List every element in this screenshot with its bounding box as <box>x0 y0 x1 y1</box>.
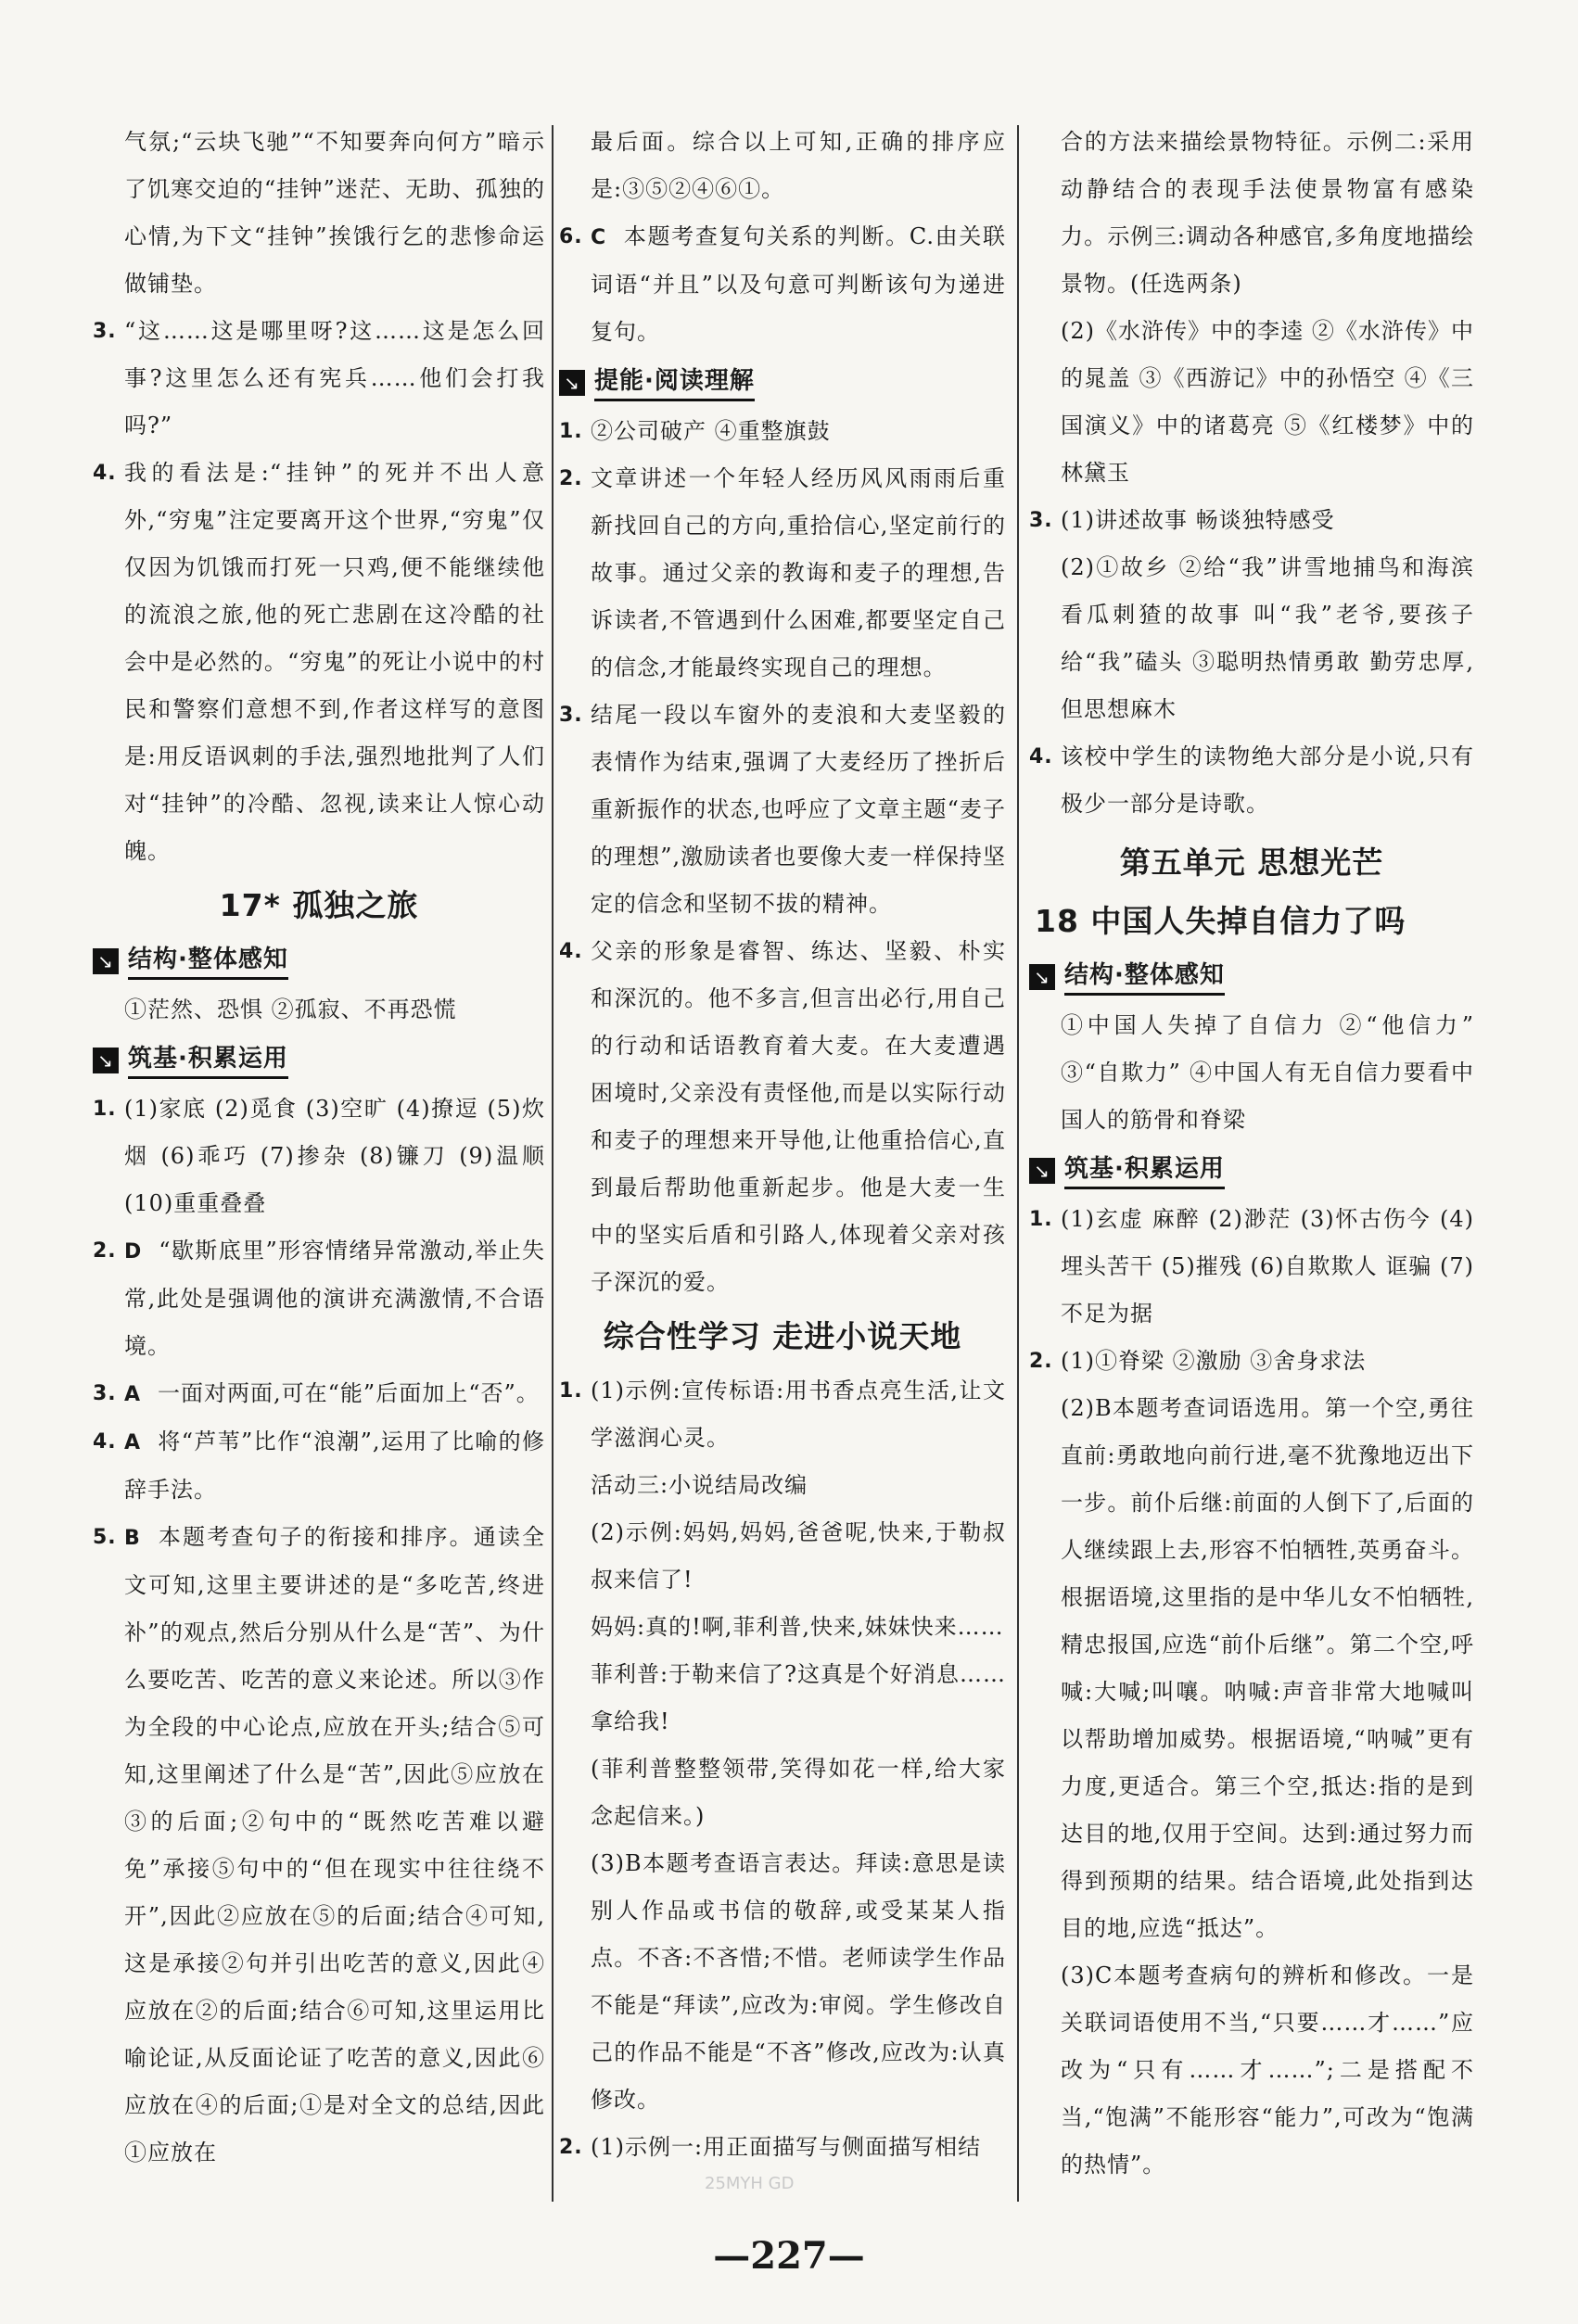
item-number: 6. <box>559 225 583 248</box>
answer-choice: B <box>625 1850 643 1876</box>
item-number: 3. <box>559 704 583 727</box>
paragraph: ①中国人失掉了自信力 ②“他信力” ③“自欺力” ④中国人有无自信力要看中国人的筋骨和脊梁 <box>1061 1012 1474 1133</box>
lesson-title: 18 中国人失掉自信力了吗 <box>1035 903 1406 939</box>
answer-item <box>93 1227 545 1370</box>
section-heading <box>93 938 545 984</box>
answer-text: 结尾一段以车窗外的麦浪和大麦坚毅的表情作为结束,强调了大麦经历了挫折后重新振作的状态,也呼应了文章主题“麦子的理想”,激励读者也要像大麦一样保持坚定的信念和坚韧不拔的精神。 <box>591 702 1006 917</box>
answer-item <box>559 2124 1006 2171</box>
answer-choice: A <box>124 1431 142 1454</box>
answer-text: (1)家底 (2)觅食 (3)空旷 (4)撩逗 (5)炊烟 (6)乖巧 (7)掺杂 (8)镰刀 (9)温顺 (10)重重叠叠 <box>124 1096 545 1216</box>
page-number: —227— <box>713 2234 865 2278</box>
section-heading <box>1029 954 1474 1000</box>
answer-text: 一面对两面,可在“能”后面加上“否”。 <box>158 1380 540 1406</box>
column-middle <box>559 119 1006 2204</box>
paragraph: (2)①故乡 ②给“我”讲雪地捕鸟和海滨看瓜刺猹的故事 叫“我”老爷,要孩子给“我”磕头 ③聪明热情勇敢 勤劳忠厚,但思想麻木 <box>1061 554 1474 722</box>
column-right <box>1029 119 1474 2204</box>
answer-item <box>559 1367 1006 1462</box>
answer-text: 本题考查复句关系的判断。C.由关联词语“并且”以及句意可判断该句为递进复句。 <box>591 223 1006 345</box>
section-label: 结构·整体感知 <box>1064 959 1225 996</box>
paragraph: 最后面。综合以上可知,正确的排序应是:③⑤②④⑥①。 <box>591 129 1006 202</box>
arrow-icon: ↘ <box>1029 1158 1055 1184</box>
answer-item <box>559 213 1006 356</box>
section-heading <box>559 360 1006 406</box>
answer-choice: B <box>124 1527 141 1550</box>
item-number: 2. <box>559 467 583 490</box>
answer-text: 父亲的形象是睿智、练达、坚毅、朴实和深沉的。他不多言,但言出必行,用自己的行动和话语教育着大麦。在大麦遭遇困境时,父亲没有责怪他,而是以实际行动和麦子的理想来开导他,让他重拾信心,直到最后帮助他重新起步。他是大麦一生中的坚实后盾和引路人,体现着父亲对孩子深沉的爱。 <box>591 938 1006 1295</box>
answer-text: (1)①脊梁 ②激励 ③舍身求法 <box>1061 1348 1367 1374</box>
answer-text: 该校中学生的读物绝大部分是小说,只有极少一部分是诗歌。 <box>1061 743 1474 817</box>
paragraph: ①茫然、恐惧 ②孤寂、不再恐慌 <box>124 997 457 1022</box>
answer-text: “歇斯底里”形容情绪异常激动,举止失常,此处是强调他的演讲充满激情,不合语境。 <box>124 1238 545 1359</box>
item-number: 4. <box>1029 745 1053 768</box>
arrow-icon: ↘ <box>93 948 119 974</box>
answer-item <box>559 408 1006 455</box>
answer-text: (1)讲述故事 畅谈独特感受 <box>1061 507 1335 533</box>
item-number: 5. <box>93 1526 117 1549</box>
answer-subitem <box>1029 1385 1474 1952</box>
answer-text: (1)示例:宣传标语:用书香点亮生活,让文学滋润心灵。 <box>591 1378 1006 1451</box>
item-number: 1. <box>559 1379 583 1403</box>
arrow-icon: ↘ <box>559 370 585 396</box>
paragraph: (2)《水浒传》中的李逵 ②《水浒传》中的晁盖 ③《西游记》中的孙悟空 ④《三国演义》中的诸葛亮 ⑤《红楼梦》中的林黛玉 <box>1061 318 1474 486</box>
answer-choice: C <box>1095 1962 1114 1988</box>
section-heading <box>93 1037 545 1084</box>
section-label: 筑基·积累运用 <box>1064 1153 1225 1189</box>
answer-text: (1)玄虚 麻醉 (2)渺茫 (3)怀古伤今 (4)埋头苦干 (5)摧残 (6)自欺欺人 诓骗 (7)不足为据 <box>1061 1206 1474 1327</box>
column-left <box>93 119 545 2204</box>
answer-item <box>1029 1338 1474 1385</box>
item-number: 4. <box>93 462 117 485</box>
answer-item <box>93 1514 545 2177</box>
answer-text: 本题考查词语选用。第一个空,勇往直前:勇敢地向前行进,毫不犹豫地迈出下一步。前仆后继:前面的人倒下了,后面的人继续跟上去,形容不怕牺牲,英勇奋斗。根据语境,这里指的是中华儿女不怕牺牲,精忠报国,应选“前仆后继”。第二个空,呼喊:大喊;叫嚷。呐喊:声音非常大地喊叫以帮助增加威势。根据语境,“呐喊”更有力度,更适合。第三个空,抵达:指的是到达目的地,仅用于空间。达到:通过努力而得到预期的结果。结合语境,此处指到达目的地,应选“抵达”。 <box>1061 1395 1474 1941</box>
answer-item <box>93 308 545 450</box>
answer-choice: B <box>1095 1395 1113 1421</box>
paragraph: 活动三:小说结局改编 <box>591 1472 808 1498</box>
section-label: 筑基·积累运用 <box>128 1043 288 1079</box>
answer-item <box>93 1418 545 1514</box>
answer-item <box>1029 733 1474 828</box>
sub-number: (3) <box>591 1850 625 1876</box>
lesson-title: 综合性学习 走进小说天地 <box>603 1318 962 1354</box>
answer-text: 文章讲述一个年轻人经历风风雨雨后重新找回自己的方向,重拾信心,坚定前行的故事。通过父亲的教诲和麦子的理想,告诉读者,不管遇到什么困难,都要坚定自己的信念,才能最终实现自己的理想。 <box>591 465 1006 680</box>
answer-item <box>93 1370 545 1418</box>
lesson-title: 17* 孤独之旅 <box>219 887 419 923</box>
answer-choice: C <box>591 226 607 249</box>
item-number: 3. <box>93 1382 117 1405</box>
answer-text: 本题考查病句的辨析和修改。一是关联词语使用不当,“只要……才……”应改为“只有……才……”;二是搭配不当,“饱满”不能形容“能力”,可改为“饱满的热情”。 <box>1061 1962 1474 2178</box>
paragraph: (2)示例:妈妈,妈妈,爸爸呢,快来,于勒叔叔来信了! <box>591 1519 1006 1593</box>
watermark: 25MYH GD <box>705 2174 795 2193</box>
answer-text: ②公司破产 ④重整旗鼓 <box>591 418 831 444</box>
answer-item <box>559 692 1006 928</box>
item-number: 4. <box>559 940 583 963</box>
arrow-icon: ↘ <box>1029 964 1055 990</box>
answer-item <box>93 1086 545 1227</box>
paragraph: 气氛;“云块飞驰”“不知要奔向何方”暗示了饥寒交迫的“挂钟”迷茫、无助、孤独的心情,为下文“挂钟”挨饿行乞的悲惨命运做铺垫。 <box>124 129 545 297</box>
answer-item <box>559 455 1006 692</box>
paragraph: 菲利普:于勒来信了?这真是个好消息……拿给我! <box>591 1661 1006 1734</box>
section-label: 提能·阅读理解 <box>594 365 755 401</box>
answer-item <box>1029 1196 1474 1338</box>
sub-number: (3) <box>1061 1962 1095 1988</box>
answer-item <box>559 928 1006 1306</box>
answer-text: 本题考查语言表达。拜读:意思是读别人作品或书信的敬辞,或受某某人指点。不吝:不吝惜;不惜。老师读学生作品不能是“拜读”,应改为:审阅。学生修改自己的作品不能是“不吝”修改,应改为:认真修改。 <box>591 1850 1006 2113</box>
paragraph: 妈妈:真的!啊,菲利普,快来,妹妹快来…… <box>591 1614 1004 1640</box>
section-heading <box>1029 1148 1474 1194</box>
item-number: 2. <box>93 1239 117 1263</box>
answer-text: “这……这是哪里呀?这……这是怎么回事?这里怎么还有宪兵……他们会打我吗?” <box>124 318 545 438</box>
answer-text: 本题考查句子的衔接和排序。通读全文可知,这里主要讲述的是“多吃苦,终进补”的观点,然后分别从什么是“苦”、为什么要吃苦、吃苦的意义来论述。所以③作为全段的中心论点,应放在开头;结合⑤可知,这里阐述了什么是“苦”,因此⑤应放在③的后面;②句中的“既然吃苦难以避免”承接⑤句中的“但在现实中往往绕不开”,因此②应放在⑤的后面;结合④可知,这是承接②句并引出吃苦的意义,因此④应放在②的后面;结合⑥可知,这里运用比喻论证,从反面论证了吃苦的意义,因此⑥应放在④的后面;①是对全文的总结,因此①应放在 <box>124 1524 545 2165</box>
answer-text: 将“芦苇”比作“浪潮”,运用了比喻的修辞手法。 <box>124 1429 545 1503</box>
unit-title: 第五单元 思想光芒 <box>1119 845 1384 881</box>
section-label: 结构·整体感知 <box>128 944 288 980</box>
item-number: 4. <box>93 1430 117 1454</box>
answer-subitem <box>559 1840 1006 2124</box>
answer-text: 我的看法是:“挂钟”的死并不出人意外,“穷鬼”注定要离开这个世界,“穷鬼”仅仅因为饥饿而打死一只鸡,便不能继续他的流浪之旅,他的死亡悲剧在这冷酷的社会中是必然的。“穷鬼”的死让小说中的村民和警察们意想不到,作者这样写的意图是:用反语讽刺的手法,强烈地批判了人们对“挂钟”的冷酷、忽视,读来让人惊心动魄。 <box>124 460 545 864</box>
paragraph: (菲利普整整领带,笑得如花一样,给大家念起信来。) <box>591 1756 1006 1829</box>
item-number: 1. <box>559 420 583 443</box>
answer-subitem <box>1029 1952 1474 2189</box>
item-number: 2. <box>559 2136 583 2159</box>
item-number: 1. <box>1029 1208 1053 1231</box>
item-number: 3. <box>93 320 117 343</box>
column-divider-2 <box>1017 125 1019 2202</box>
item-number: 2. <box>1029 1350 1053 1373</box>
answer-text: (1)示例一:用正面描写与侧面描写相结 <box>591 2134 982 2160</box>
paragraph: 合的方法来描绘景物特征。示例二:采用动静结合的表现手法使景物富有感染力。示例三:调动各种感官,多角度地描绘景物。(任选两条) <box>1061 129 1474 297</box>
answer-item <box>1029 497 1474 544</box>
item-number: 1. <box>93 1098 117 1121</box>
arrow-icon: ↘ <box>93 1048 119 1073</box>
answer-choice: D <box>124 1240 143 1264</box>
sub-number: (2) <box>1061 1395 1095 1421</box>
answer-choice: A <box>124 1383 142 1406</box>
column-divider-1 <box>552 125 554 2202</box>
answer-item <box>93 450 545 875</box>
item-number: 3. <box>1029 509 1053 532</box>
